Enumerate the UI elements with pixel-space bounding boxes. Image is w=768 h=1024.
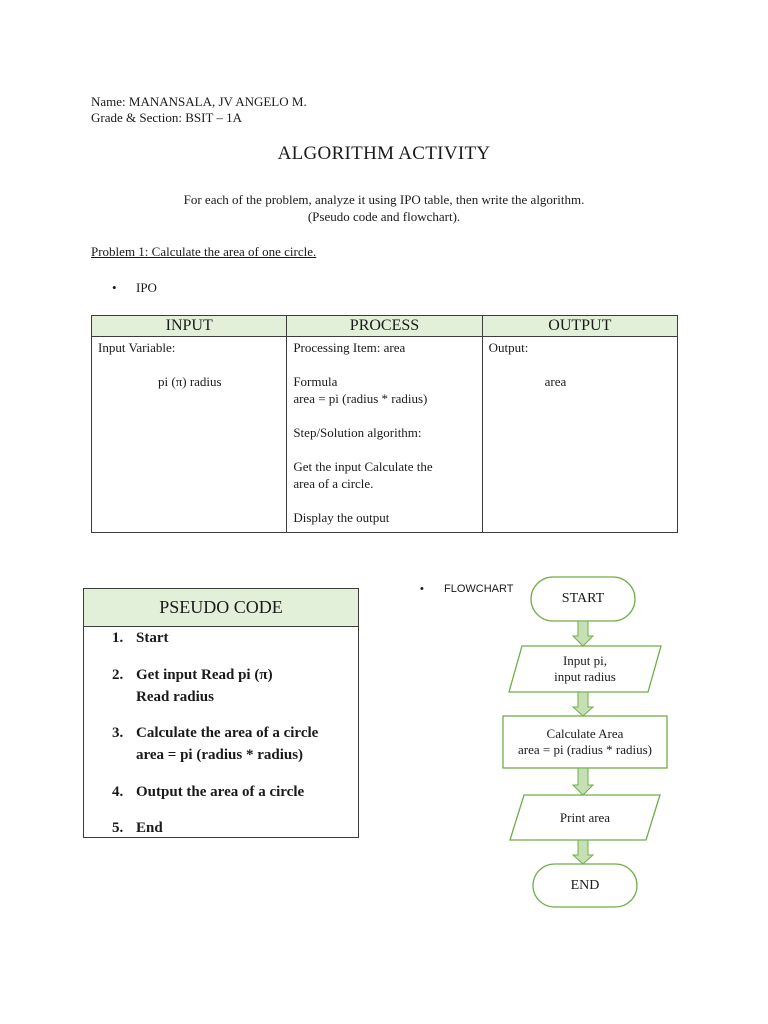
process-line-1: Calculate Area: [546, 726, 624, 741]
output-value: area: [544, 374, 567, 389]
student-name: Name: MANANSALA, JV ANGELO M.: [91, 94, 307, 109]
page-title: ALGORITHM ACTIVITY: [277, 143, 491, 164]
ipo-header-input: INPUT: [92, 316, 287, 337]
instructions-line-1: For each of the problem, analyze it using IPO table, then write the algorithm.: [183, 192, 585, 207]
step-line-2: area of a circle.: [293, 476, 374, 491]
bullet-icon: •: [420, 583, 424, 595]
pseudo-step-4: 4. Output the area of a circle: [112, 784, 305, 800]
ipo-bullet-label: IPO: [136, 280, 157, 295]
grade-section: Grade & Section: BSIT – 1A: [91, 110, 243, 125]
arrow-down-icon: [573, 768, 593, 795]
input-label: Input Variable:: [98, 340, 176, 355]
display-output: Display the output: [293, 510, 390, 525]
start-label: START: [561, 591, 605, 606]
end-label: END: [570, 877, 600, 893]
arrow-down-icon: [573, 621, 593, 646]
input-node-text: [509, 646, 661, 692]
pseudo-step-1: 1. Start: [112, 630, 169, 646]
step-label: Step/Solution algorithm:: [293, 425, 422, 440]
input-line-1: Input pi,: [562, 653, 608, 668]
flowchart-bullet-label: FLOWCHART: [444, 583, 514, 595]
problem-statement: Problem 1: Calculate the area of one circle.: [91, 244, 317, 259]
ipo-header-process: PROCESS: [287, 316, 482, 337]
bullet-icon: •: [112, 280, 117, 295]
pseudo-step-5: 5. End: [112, 820, 163, 836]
ipo-header-output: OUTPUT: [482, 316, 677, 337]
pseudo-code-heading: PSEUDO CODE: [84, 589, 358, 627]
pseudo-step-2: 2. Get input Read pi (π) Read radius: [112, 667, 273, 705]
instructions-line-2: (Pseudo code and flowchart).: [307, 209, 461, 224]
arrow-down-icon: [573, 840, 593, 864]
process-line-2: area = pi (radius * radius): [517, 742, 653, 757]
output-label: Output:: [488, 340, 529, 355]
process-node-text: [503, 716, 667, 768]
arrow-down-icon: [573, 692, 593, 716]
print-label: Print area: [559, 809, 611, 825]
step-line-1: Get the input Calculate the: [293, 459, 433, 474]
pseudo-step-3: 3. Calculate the area of a circle area = pi (radius * radius): [112, 725, 319, 763]
processing-item: Processing Item: area: [293, 340, 406, 355]
formula: area = pi (radius * radius): [293, 391, 428, 406]
formula-label: Formula: [293, 374, 338, 389]
input-value: pi (π) radius: [158, 374, 222, 389]
input-line-2: input radius: [554, 669, 616, 684]
